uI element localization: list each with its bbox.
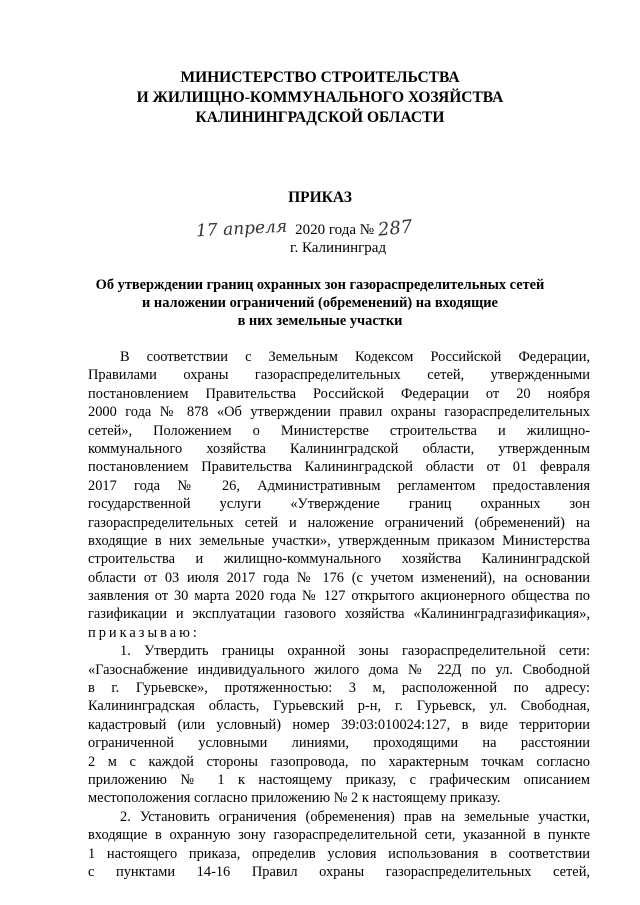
body-line: сетей», Положением о Министерстве строительства и жилищно- — [88, 422, 590, 439]
body-line: Калининградская область, Гурьевский р-н, г. Гурьевск, ул. Свободная, — [88, 698, 590, 715]
ministry-line-2: И ЖИЛИЩНО-КОММУНАЛЬНОГО ХОЗЯЙСТВА — [136, 89, 504, 106]
body-line: постановлением Правительства Российской Федерации от 20 ноября — [88, 385, 590, 402]
body-line: 2017 года № 26, Административным регламентом предоставления — [88, 477, 590, 494]
body-line: В соответствии с Земельным Кодексом Российской Федерации, — [120, 349, 590, 365]
body-line: в г. Гурьевске», протяженностью: 3 м, расположенной по адресу: — [88, 680, 590, 697]
printed-date: 2020 года № — [295, 222, 375, 238]
handwritten-date: 17 апреля — [195, 216, 288, 242]
order-date-line — [195, 216, 456, 242]
body-line: 1 настоящего приказа, определив условия использования в соответствии — [88, 845, 590, 862]
ministry-line-1: МИНИСТЕРСТВО СТРОИТЕЛЬСТВА — [180, 69, 460, 86]
order-subject — [0, 276, 640, 331]
ministry-line-3: КАЛИНИНГРАДСКОЙ ОБЛАСТИ — [195, 109, 445, 126]
body-line: 1. Утвердить границы охранной зоны газораспределительной сети: — [120, 643, 590, 660]
body-line: государственной услуги «Утверждение границ охранных зон — [88, 496, 590, 513]
body-line: Правилами охраны газораспределительных сетей, утвержденными — [88, 367, 590, 384]
order-body — [88, 348, 590, 881]
ministry-header — [0, 68, 640, 128]
body-line: 2 м с каждой стороны газопровода, по характерным точкам согласно — [88, 753, 590, 770]
body-line: приказываю: — [88, 624, 200, 641]
body-line: ограниченной условными линиями, проходящими на расстоянии — [88, 735, 590, 752]
body-line: газораспределительных сетей и наложение ограничений (обременений) на — [88, 514, 590, 531]
body-line: коммунального хозяйства Калининградской области, утвержденным — [88, 440, 590, 457]
body-line: 2. Установить ограничения (обременения) прав на земельные участки, — [120, 808, 590, 825]
body-line: газификации и эксплуатации газового хозяйства «Калининградгазификация», — [88, 606, 590, 623]
body-line: области от 03 июля 2017 года № 176 (с учетом изменений), на основании — [88, 569, 590, 586]
subject-line-3: в них земельные участки — [237, 313, 403, 330]
subject-line-2: и наложении ограничений (обременений) на входящие — [142, 295, 498, 312]
body-line: постановлением Правительства Калининградской области от 01 февраля — [88, 459, 590, 476]
body-line: 2000 года № 878 «Об утверждении правил охраны газораспределительных — [88, 404, 590, 421]
body-line: с пунктами 14-16 Правил охраны газораспределительных сетей, — [88, 863, 590, 880]
handwritten-number: 287 — [377, 216, 414, 241]
body-line: входящие в них земельные участки», утвержденным приказом Министерства — [88, 532, 590, 549]
city: г. Калининград — [290, 240, 387, 256]
body-line: кадастровый (или условный) номер 39:03:010024:127, в виде территории — [88, 716, 590, 733]
order-title: ПРИКАЗ — [288, 189, 352, 206]
body-line: приложению № 1 к настоящему приказу, с графическим описанием — [88, 771, 590, 788]
body-line: местоположения согласно приложению № 2 к настоящему приказу. — [88, 790, 501, 807]
body-line: строительства и жилищно-коммунального хозяйства Калининградской — [88, 551, 590, 568]
body-line: входящие в охранную зону газораспределительной сети, указанной в пункте — [88, 827, 590, 844]
body-line: «Газоснабжение индивидуального жилого дома № 22Д по ул. Свободной — [88, 661, 590, 678]
subject-line-1: Об утверждении границ охранных зон газораспределительных сетей — [95, 277, 545, 293]
body-line: заявления от 30 марта 2020 года № 127 открытого акционерного общества по — [88, 588, 590, 605]
